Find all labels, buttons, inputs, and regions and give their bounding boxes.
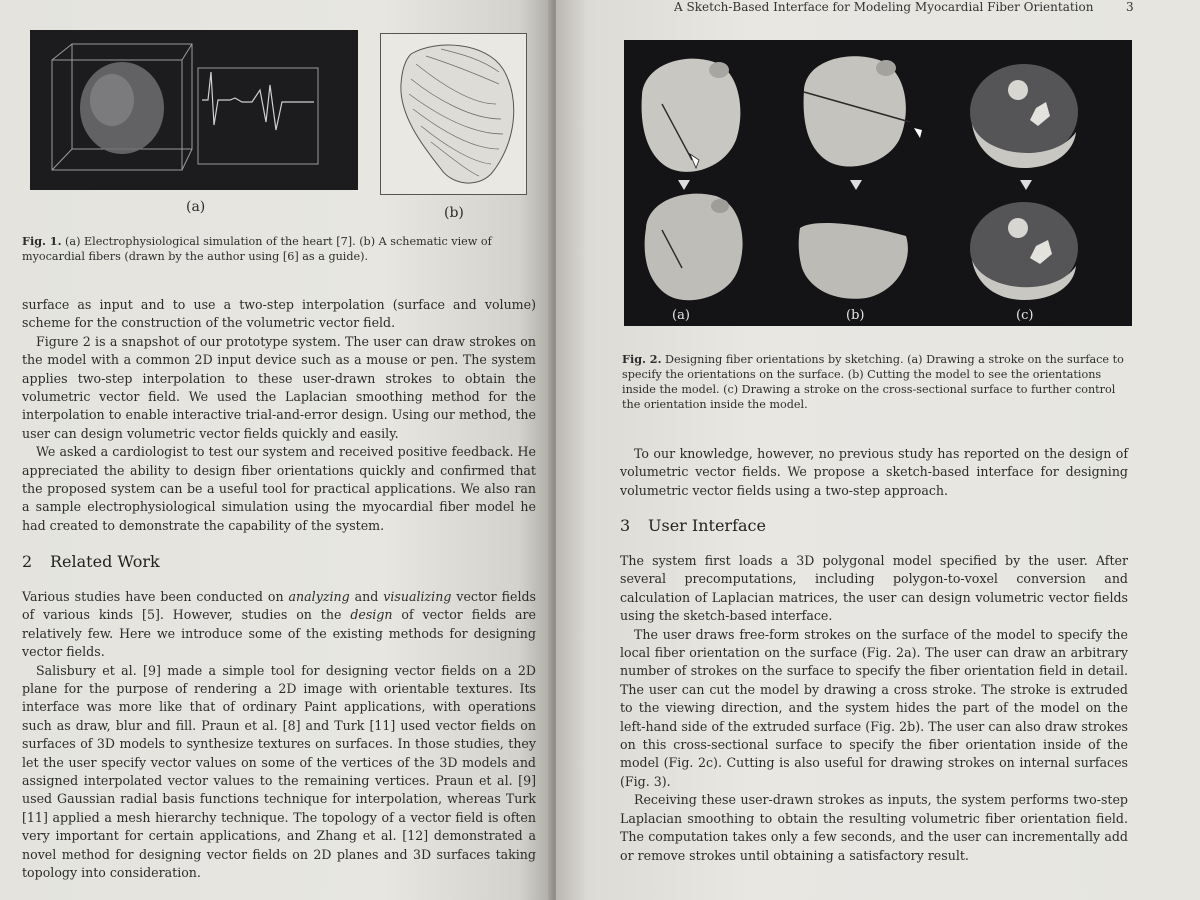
- figure-2-caption: [622, 352, 1130, 412]
- figure-2c-bottom-heart-icon: [970, 202, 1078, 300]
- related-em-analyzing: analyzing: [288, 589, 350, 604]
- paragraph-knowledge: To our knowledge, however, no previous study has reported on the design of volumetric vector fields. We propose a sketch-based interface for designing volumetric vector fields using a two-step approach.: [620, 446, 1128, 498]
- related-em-visualizing: visualizing: [383, 589, 452, 604]
- paragraph-continuation: surface as input and to use a two-step interpolation (surface and volume) scheme for the construction of the volumetric vector field.: [22, 297, 536, 331]
- section-3-number: 3: [620, 516, 631, 535]
- figure-1b-label: (b): [444, 205, 464, 221]
- heart-simulation-icon: [30, 30, 358, 190]
- section-3-heading: [620, 516, 766, 535]
- related-text-2: and: [349, 589, 384, 604]
- section-2-heading: [22, 552, 160, 571]
- figure-2a-bottom-heart-icon: [645, 194, 743, 301]
- figure-2a-label: (a): [672, 308, 690, 323]
- right-page-body-top: [620, 445, 1128, 500]
- paragraph-cardiologist: We asked a cardiologist to test our system and received positive feedback. He appreciated the ability to design fiber orientations quickly and confirmed that the proposed system can be a useful tool for practical applications. We also ran a sample electrophysiological simulation using the myocardial fiber model he had created to demonstrate the capability of the system.: [22, 444, 536, 533]
- figure-1-caption-text: (a) Electrophysiological simulation of the heart [7]. (b) A schematic view of myocardial fibers (drawn by the author using [6] as a guide).: [22, 235, 492, 263]
- section-2-number: 2: [22, 552, 33, 571]
- figure-1a-simulation-image: [30, 30, 358, 190]
- page-number: 3: [1126, 0, 1134, 14]
- figure-1a-label: (a): [186, 199, 206, 215]
- paragraph-related-work-1: [22, 588, 536, 662]
- figure-2a-top-heart-icon: [642, 59, 741, 172]
- related-text-1: Various studies have been conducted on: [22, 589, 289, 604]
- related-em-design: design: [350, 607, 393, 623]
- figure-2-image: [624, 40, 1132, 326]
- figure-1b-fiber-sketch: [380, 33, 527, 195]
- left-page: [0, 0, 552, 900]
- related-text-4: of vector fields are relatively few. Here we introduce some of the existing methods for designing vector fields.: [22, 607, 536, 660]
- figure-1-caption: [22, 234, 540, 264]
- section-2-title: Related Work: [50, 552, 160, 571]
- left-page-body-top: [22, 296, 536, 535]
- figure-2c-top-heart-icon: [970, 64, 1078, 168]
- figure-2b-label: (b): [846, 308, 865, 323]
- section-3-title: User Interface: [648, 516, 766, 535]
- paragraph-user-interface-3: Receiving these user-drawn strokes as inputs, the system performs two-step Laplacian smoothing to obtain the resulting volumetric fiber orientation field. The computation takes only a few seconds, and the user can incrementally add or remove strokes until obtaining a satisfactory result.: [620, 792, 1128, 863]
- running-head: A Sketch-Based Interface for Modeling Myocardial Fiber Orientation: [674, 0, 1094, 14]
- left-page-body-related: [22, 588, 536, 883]
- related-text-3: vector fields of various kinds [5]. However, studies on the: [22, 589, 536, 623]
- paragraph-user-interface-2: The user draws free-form strokes on the surface of the model to specify the local fiber orientation on the surface (Fig. 2a). The user can draw an arbitrary number of strokes on the surface to specify the fiber orientation field in detail. The user can cut the model by drawing a cross stroke. The stroke is extruded to the viewing direction, and the system hides the part of the model on the left-hand side of the extruded surface (Fig. 2b). The user can also draw strokes on this cross-sectional surface to specify the fiber orientation inside of the model (Fig. 2c). Cutting is also useful for drawing strokes on internal surfaces (Fig. 3).: [620, 626, 1128, 789]
- figure-2-caption-text: Designing fiber orientations by sketching. (a) Drawing a stroke on the surface to specify the orientations on the surface. (b) Cutting the model to see the orientations inside the model. (c) Drawing a stroke on the cross-sectional surface to further control the orientation inside the model.: [622, 353, 1124, 411]
- paragraph-figure-2-intro: Figure 2 is a snapshot of our prototype system. The user can draw strokes on the model with a common 2D input device such as a mouse or pen. The system applies two-step interpolation to these user-drawn strokes to obtain the volumetric vector field. We used the Laplacian smoothing method for the interpolation to enable interactive trial-and-error design. Using our method, the user can design volumetric vector fields quickly and easily.: [22, 333, 536, 441]
- myocardial-fiber-sketch-icon: [381, 34, 526, 194]
- paragraph-related-work-2: Salisbury et al. [9] made a simple tool for designing vector fields on a 2D plane for the purpose of rendering a 2D image with orientable textures. Its interface was more like that of ordinary Paint applications, with operations such as draw, blur and fill. Praun et al. [8] and Turk [11] used vector fields on surfaces of 3D models to synthesize textures on surfaces. In those studies, they let the user specify vector values on some of the vertices of the 3D models and assigned interpolated vector values to the remaining vertices. Praun et al. [9] used Gaussian radial basis functions technique for interpolation, whereas Turk [11] applied a mesh hierarchy technique. The topology of a vector field is often very important for certain applications, and Zhang et al. [12] demonstrated a novel method for designing vector fields on 2D planes and 3D surfaces taking topology into consideration.: [22, 662, 536, 881]
- figure-2-caption-label: Fig. 2.: [622, 352, 662, 366]
- right-page-body-ui: [620, 552, 1128, 865]
- right-page: [556, 0, 1200, 900]
- figure-1-caption-label: Fig. 1.: [22, 234, 62, 248]
- figure-2c-label: (c): [1016, 308, 1034, 323]
- heart-sketch-sequence-icon: [624, 40, 1132, 326]
- paragraph-user-interface-1: The system first loads a 3D polygonal model specified by the user. After several precomputations, including polygon-to-voxel conversion and calculation of Laplacian matrices, the user can design volumetric vector fields using the sketch-based interface.: [620, 553, 1128, 624]
